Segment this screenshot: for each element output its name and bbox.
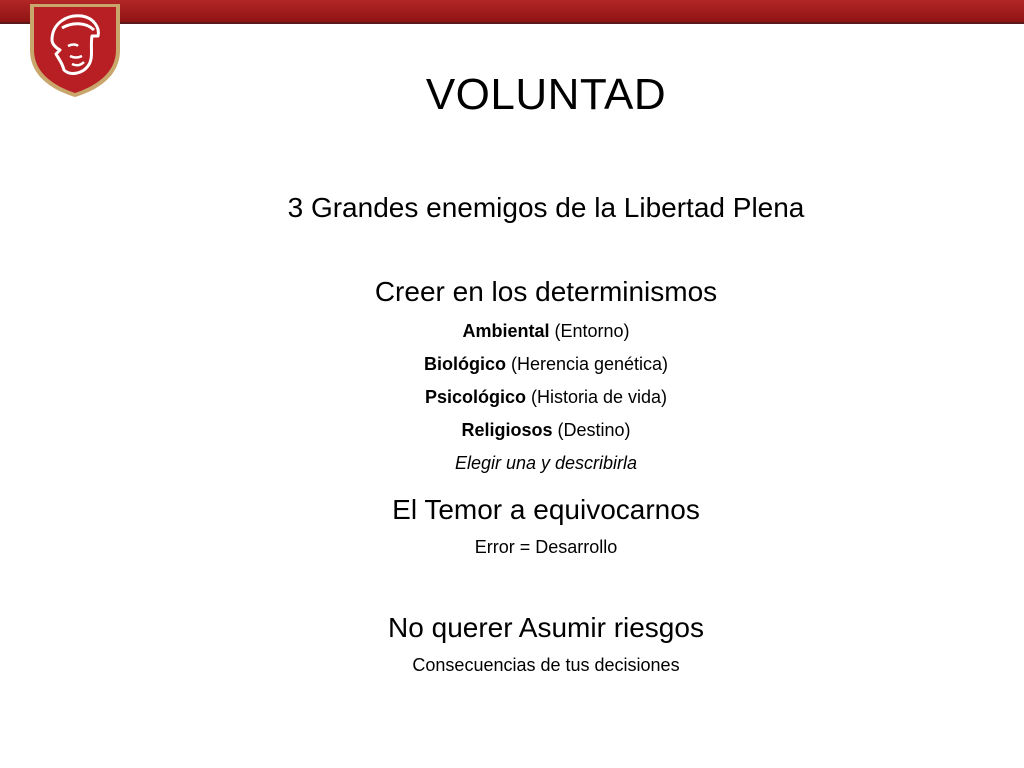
item-label: Psicológico	[424, 387, 526, 407]
item-label: Religiosos	[461, 420, 553, 440]
instruction-text: Elegir una y describirla	[454, 453, 638, 473]
list-item	[96, 388, 996, 406]
riesgos-heading: No querer Asumir riesgos	[388, 612, 704, 643]
item-detail: (Destino)	[557, 420, 631, 440]
item-detail: (Historia de vida)	[531, 387, 668, 407]
subtitle: 3 Grandes enemigos de la Libertad Plena	[287, 192, 805, 223]
list-item	[96, 355, 996, 373]
item-detail: (Entorno)	[554, 321, 630, 341]
riesgos-detail: Consecuencias de tus decisiones	[412, 655, 680, 675]
determinismos-heading: Creer en los determinismos	[374, 276, 718, 307]
slide-content	[96, 194, 996, 674]
list-item	[96, 322, 996, 340]
item-label: Ambiental	[462, 321, 550, 341]
page-title: VOLUNTAD	[425, 70, 667, 119]
item-detail: (Herencia genética)	[510, 354, 669, 374]
list-item	[96, 421, 996, 439]
header-bar	[0, 0, 1024, 24]
temor-detail: Error = Desarrollo	[474, 537, 618, 557]
temor-heading: El Temor a equivocarnos	[392, 494, 700, 525]
item-label: Biológico	[423, 354, 506, 374]
